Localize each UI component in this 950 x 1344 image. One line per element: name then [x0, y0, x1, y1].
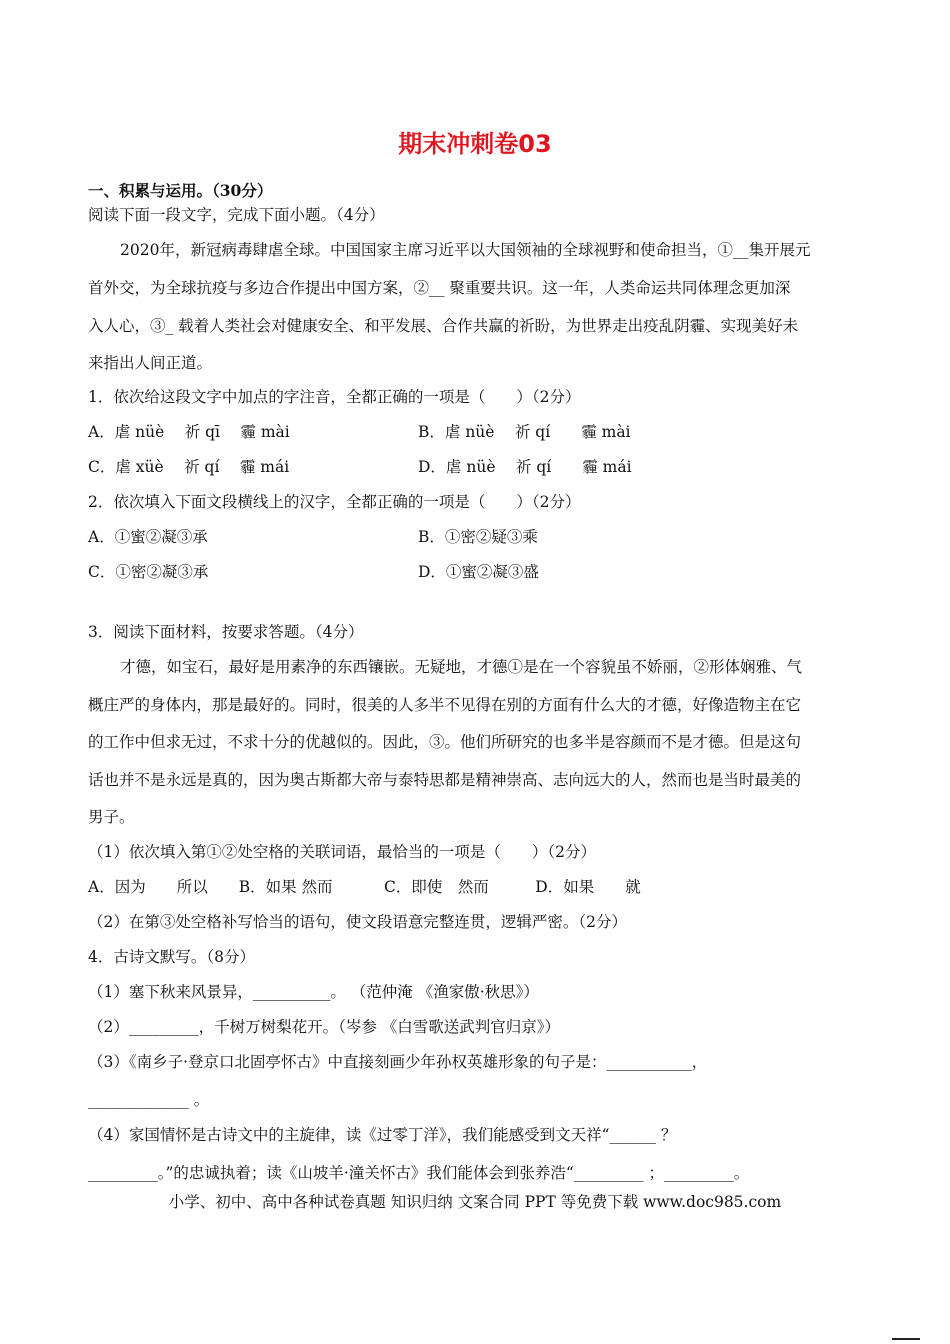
footer-text: 小学、初中、高中各种试卷真题 知识归纳 文案合同 PPT 等免费下载 www.doc985.com: [168, 1193, 782, 1211]
passage-line: 入人心，③_ 载着人类社会对健康安全、和平发展、合作共赢的祈盼，为世界走出疫乱阴霾、实现美好未: [88, 317, 799, 335]
question-2: 2．依次填入下面文段横线上的汉字，全都正确的一项是（ ）（2分）: [88, 493, 581, 511]
passage-line: 才德，如宝石，最好是用素净的东西镶嵌。无疑地，才德①是在一个容貌虽不娇丽，②形体娴雅、气: [120, 658, 803, 676]
option-b: B．①密②疑③乘: [418, 528, 538, 546]
passage-line: 首外交，为全球抗疫与多边合作提出中国方案，②__ 聚重要共识。这一年，人类命运共同体理念更加深: [88, 279, 791, 297]
passage-line: 的工作中但求无过，不求十分的优越似的。因此，③。他们所研究的也多半是容颜而不是才德。但是这句: [88, 733, 802, 751]
option-c: C．①密②凝③承: [88, 563, 209, 581]
option-a: A．①蜜②凝③承: [88, 528, 208, 546]
question-1: 1．依次给这段文字中加点的字注音，全都正确的一项是（ ）（2分）: [88, 388, 581, 406]
recitation-line: （1）塞下秋来风景异，__________。 （范仲淹 《渔家傲·秋思》）: [88, 983, 539, 1001]
option-a: A．虐 nüè 祈 qī 霾 mài: [88, 423, 290, 441]
option-d: D．虐 nüè 祈 qí 霾 mái: [418, 458, 632, 476]
passage-line: 2020年，新冠病毒肆虐全球。中国国家主席习近平以大国领袖的全球视野和使命担当，①__集开展元: [120, 241, 811, 259]
passage-line: 概庄严的身体内，那是最好的。同时，很美的人多半不见得在别的方面有什么大的才德，好像造物主在它: [88, 696, 802, 714]
recitation-line: （3）《南乡子·登京口北固亭怀古》中直接刻画少年孙权英雄形象的句子是：___________，: [88, 1053, 708, 1071]
section-heading: 一、积累与运用。（30分）: [88, 181, 273, 200]
recitation-line: （4）家国情怀是古诗文中的主旋律，读《过零丁洋》，我们能感受到文天祥“______ ？: [88, 1126, 677, 1144]
page-corner-mark: [892, 1338, 920, 1340]
page-title: 期末冲刺卷03: [398, 130, 552, 158]
passage-line: 来指出人间正道。: [88, 354, 213, 372]
recitation-line: （2）_________，千树万树梨花开。（岑参 《白雪歌送武判官归京》）: [88, 1018, 561, 1036]
instructions: 阅读下面一段文字，完成下面小题。（4分）: [88, 206, 385, 224]
question-3: 3．阅读下面材料，按要求答题。（4分）: [88, 623, 364, 641]
option-d: D．①蜜②凝③盛: [418, 563, 539, 581]
recitation-line: _________。”的忠诚执着；读《山坡羊·潼关怀古》我们能体会到张养浩“_________ ；_________。: [88, 1164, 750, 1182]
recitation-line: _____________ 。: [88, 1091, 210, 1109]
question-4: 4．古诗文默写。（8分）: [88, 948, 255, 966]
sub-question-1: （1）依次填入第①②处空格的关联词语，最恰当的一项是（ ）（2分）: [88, 843, 596, 861]
option-c: C．虐 xüè 祈 qí 霾 mái: [88, 458, 290, 476]
option-b: B．虐 nüè 祈 qí 霾 mài: [418, 423, 631, 441]
sub-question-2: （2）在第③处空格补写恰当的语句，使文段语意完整连贯，逻辑严密。（2分）: [88, 913, 627, 931]
passage-line: 男子。: [88, 808, 135, 826]
passage-line: 话也并不是永远是真的，因为奥古斯都大帝与泰特思都是精神崇高、志向远大的人，然而也是当时最美的: [88, 771, 802, 789]
sub-question-1-options: A．因为 所以 B．如果 然而 C．即使 然而 D．如果 就: [88, 878, 641, 896]
